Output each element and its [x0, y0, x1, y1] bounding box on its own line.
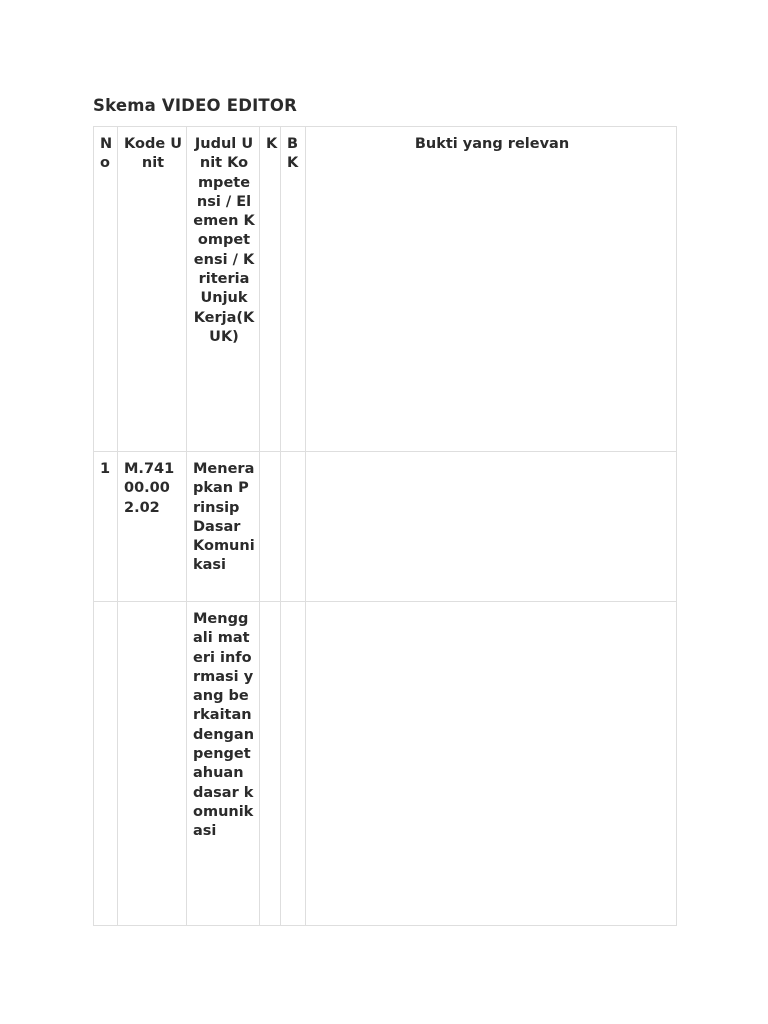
row-kode-unit-value: M.74100.002.02	[124, 461, 175, 516]
row-cell-bk	[281, 602, 306, 926]
row-cell-k	[260, 602, 281, 926]
header-bk-label: BK	[287, 136, 299, 172]
row-cell-no	[94, 602, 118, 926]
header-cell-kode-unit	[118, 127, 187, 452]
row-no-value	[94, 602, 117, 610]
row-cell-bukti	[306, 602, 677, 926]
row-cell-no	[94, 452, 118, 602]
row-judul-value: Menggali materi informasi yang berkaitan dengan pengetahuan dasar komunikasi	[193, 611, 255, 840]
row-cell-kode-unit	[118, 602, 187, 926]
row-no-value: 1	[100, 461, 111, 477]
row-cell-judul	[187, 602, 260, 926]
row-cell-bukti	[306, 452, 677, 602]
header-kode-unit-label: Kode Unit	[124, 136, 182, 172]
table-header-row	[94, 127, 677, 452]
header-cell-bk	[281, 127, 306, 452]
row-k-value	[260, 602, 280, 610]
header-no-label: No	[100, 136, 113, 172]
row-bukti-value	[306, 602, 676, 610]
row-judul-value: Menerapkan Prinsip Dasar Komunikasi	[193, 461, 255, 574]
row-cell-judul	[187, 452, 260, 602]
row-bukti-value	[306, 452, 676, 460]
header-judul-label: Judul Unit Kompetensi / Elemen Kompetensi / Kriteria Unjuk Kerja(KUK)	[193, 136, 255, 345]
table-row	[94, 602, 677, 926]
row-cell-bk	[281, 452, 306, 602]
header-cell-no	[94, 127, 118, 452]
document-title: Skema VIDEO EDITOR	[93, 96, 298, 115]
row-bk-value	[281, 602, 305, 610]
table-row	[94, 452, 677, 602]
header-cell-bukti	[306, 127, 677, 452]
header-cell-k	[260, 127, 281, 452]
row-bk-value	[281, 452, 305, 460]
row-cell-k	[260, 452, 281, 602]
competency-table	[93, 126, 677, 926]
row-k-value	[260, 452, 280, 460]
header-k-label: K	[266, 136, 278, 152]
row-cell-kode-unit	[118, 452, 187, 602]
header-bukti-label: Bukti yang relevan	[414, 136, 570, 152]
row-kode-unit-value	[118, 602, 186, 610]
header-cell-judul	[187, 127, 260, 452]
